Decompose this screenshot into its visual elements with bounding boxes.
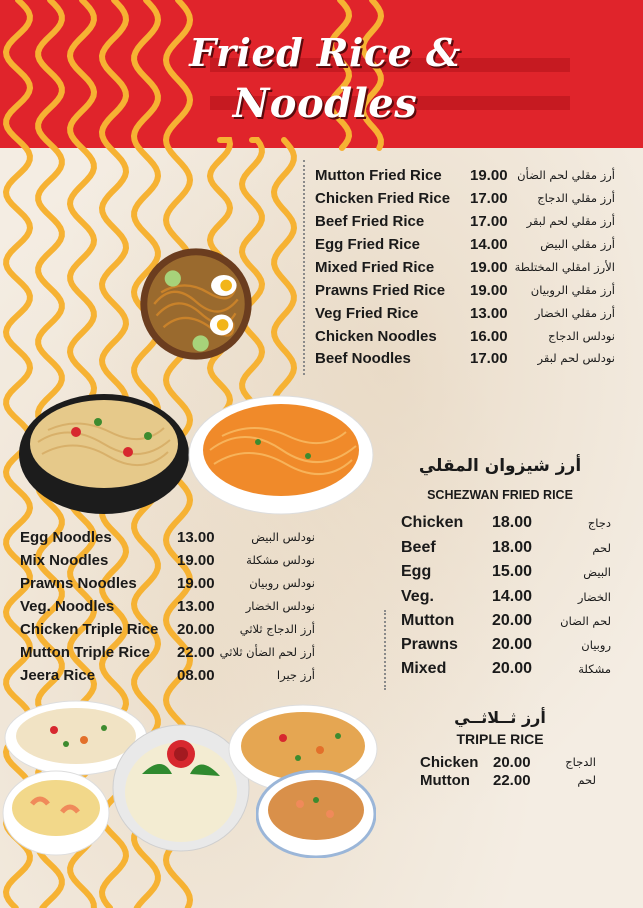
- item-name: Chicken Noodles: [315, 327, 437, 345]
- item-arabic: أرز مقلي الروبيان: [530, 283, 615, 297]
- item-price: 22.00: [177, 643, 215, 661]
- item-arabic: أرز مقلي الدجاج: [537, 191, 615, 205]
- item-name: Veg Fried Rice: [315, 304, 419, 322]
- item-name: Mix Noodles: [20, 551, 109, 569]
- schezwan-title-arabic: أرز شيزوان المقلي: [418, 456, 582, 476]
- item-price: 20.00: [492, 660, 533, 677]
- rice-blue-bowl-icon: [256, 770, 376, 858]
- item-name: Beef: [401, 539, 436, 556]
- item-price: 08.00: [177, 666, 215, 684]
- item-arabic: نودلس الخضار: [245, 599, 315, 613]
- schezwan-title-english: SCHEZWAN FRIED RICE: [427, 488, 573, 502]
- item-name: Mutton: [420, 771, 470, 789]
- menu-item: [20, 618, 315, 640]
- item-price: 19.00: [470, 258, 508, 276]
- item-name: Mutton Fried Rice: [315, 166, 442, 184]
- item-price: 19.00: [177, 551, 215, 569]
- item-price: 17.00: [470, 212, 508, 230]
- item-arabic: مشكلة: [578, 662, 611, 676]
- item-arabic: دجاج: [587, 516, 611, 530]
- item-price: 19.00: [470, 281, 508, 299]
- menu-item: [315, 347, 615, 369]
- item-name: Chicken Triple Rice: [20, 620, 159, 638]
- item-name: Prawns Fried Rice: [315, 281, 446, 299]
- noodle-bowl-with-egg-icon: [138, 246, 254, 362]
- item-name: Jeera Rice: [20, 666, 96, 684]
- item-name: Beef Noodles: [315, 349, 411, 367]
- menu-item: [401, 561, 611, 583]
- item-name: Mixed: [401, 660, 447, 677]
- menu-item: [20, 572, 315, 594]
- item-arabic: البيض: [583, 565, 611, 579]
- item-price: 22.00: [493, 771, 531, 789]
- menu-item: [401, 610, 611, 632]
- item-price: 15.00: [492, 563, 533, 580]
- item-name: Veg.: [401, 588, 434, 605]
- item-arabic: أرز مقلي لحم لبقر: [526, 214, 615, 228]
- item-price: 18.00: [492, 514, 533, 531]
- item-arabic: أرز لحم الضأن ثلاثي: [219, 645, 315, 659]
- triple-title-arabic: أرز ثــلاثــي: [454, 708, 546, 727]
- noodles-black-bowl-icon: [18, 392, 190, 516]
- item-name: Prawns: [401, 636, 458, 653]
- shrimp-fried-rice-icon: [2, 770, 110, 856]
- item-name: Mutton Triple Rice: [20, 643, 151, 661]
- item-price: 17.00: [470, 189, 508, 207]
- item-arabic: أرز مقلي الخضار: [534, 306, 615, 320]
- item-price: 13.00: [470, 304, 508, 322]
- menu-item: [401, 586, 611, 608]
- item-arabic: نودلس الدجاج: [548, 329, 615, 343]
- menu-item: [20, 595, 315, 617]
- menu-item: [315, 233, 615, 255]
- menu-item: [20, 664, 315, 686]
- menu-item: [315, 187, 615, 209]
- item-price: 19.00: [470, 166, 508, 184]
- item-arabic: لحم: [592, 541, 611, 555]
- item-name: Chicken: [401, 514, 464, 531]
- page-title-line2: Noodles: [232, 80, 418, 127]
- item-arabic: لحم الضان: [560, 614, 611, 628]
- vertical-divider: [384, 610, 386, 690]
- menu-item: [401, 634, 611, 656]
- item-arabic: الدجاج: [565, 755, 596, 769]
- menu-item: [420, 769, 596, 791]
- item-price: 20.00: [492, 636, 533, 653]
- item-name: Egg Noodles: [20, 528, 112, 546]
- item-arabic: نودلس روبيان: [249, 576, 315, 590]
- item-price: 17.00: [470, 349, 508, 367]
- item-arabic: أرز مقلي لحم الضأن: [517, 168, 615, 182]
- vertical-divider: [303, 160, 305, 375]
- item-name: Chicken Fried Rice: [315, 189, 451, 207]
- item-arabic: أرز جيرا: [276, 668, 315, 682]
- noodles-white-bowl-icon: [188, 394, 374, 516]
- menu-item: [315, 325, 615, 347]
- menu-item: [20, 549, 315, 571]
- item-price: 20.00: [177, 620, 215, 638]
- item-name: Mutton: [401, 612, 455, 629]
- item-name: Egg Fried Rice: [315, 235, 421, 253]
- item-name: Mixed Fried Rice: [315, 258, 435, 276]
- menu-item: [315, 164, 615, 186]
- item-name: Egg: [401, 563, 432, 580]
- menu-item: [315, 302, 615, 324]
- item-price: 19.00: [177, 574, 215, 592]
- menu-item: [20, 526, 315, 548]
- item-price: 20.00: [493, 753, 531, 771]
- item-name: Veg. Noodles: [20, 597, 115, 615]
- item-arabic: نودلس مشكلة: [246, 553, 315, 567]
- item-price: 18.00: [492, 539, 533, 556]
- menu-item: [401, 537, 611, 559]
- item-name: Prawns Noodles: [20, 574, 137, 592]
- item-name: Beef Fried Rice: [315, 212, 425, 230]
- item-arabic: أرز الدجاج ثلاثي: [239, 622, 315, 636]
- menu-item: [401, 512, 611, 534]
- menu-item: [315, 256, 615, 278]
- item-price: 16.00: [470, 327, 508, 345]
- item-arabic: نودلس البيض: [251, 530, 315, 544]
- item-arabic: لحم: [577, 773, 596, 787]
- item-arabic: الخضار: [577, 590, 611, 604]
- menu-item: [315, 279, 615, 301]
- item-name: Chicken: [420, 753, 479, 771]
- item-price: 20.00: [492, 612, 533, 629]
- item-price: 14.00: [470, 235, 508, 253]
- item-price: 13.00: [177, 528, 215, 546]
- item-arabic: نودلس لحم لبقر: [537, 351, 615, 365]
- item-arabic: أرز مقلي البيض: [540, 237, 615, 251]
- triple-title-english: TRIPLE RICE: [456, 731, 544, 747]
- item-price: 13.00: [177, 597, 215, 615]
- menu-item: [401, 658, 611, 680]
- item-arabic: روبيان: [581, 638, 611, 652]
- page-title-line1: Fried Rice &: [189, 30, 461, 75]
- menu-item: [20, 641, 315, 663]
- item-arabic: الأرز امقلي المختلطة: [514, 260, 615, 274]
- item-price: 14.00: [492, 588, 533, 605]
- menu-item: [315, 210, 615, 232]
